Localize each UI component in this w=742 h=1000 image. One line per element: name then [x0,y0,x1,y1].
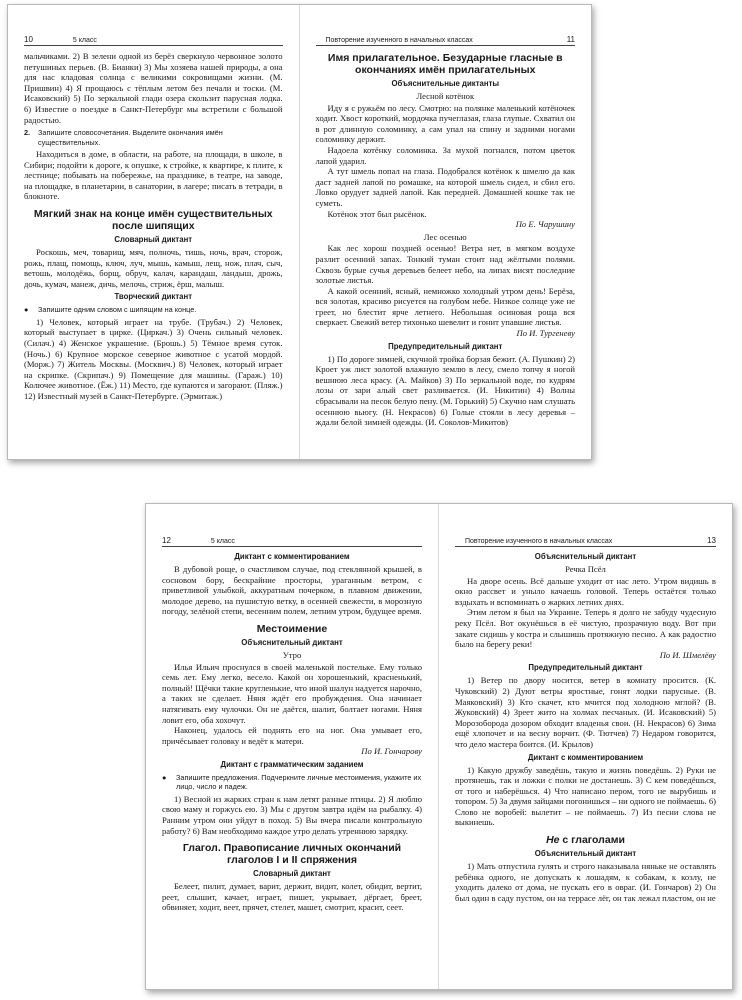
text-title: Лес осенью [423,231,467,242]
heading-emphasis: Не [546,834,560,847]
author-credit: По И. Тургеневу [516,328,575,339]
running-header: Повторение изученного в начальных классах [325,37,473,44]
paragraph: Как лес хорош поздней осенью! Ветра нет, в мягком воздухе разлит осенний запах. Тонкий туман стоит над жёлтыми полями. Сквозь бурые сучья деревьев белеет небо, на липах висят последние золотые листья. [315,243,575,286]
page-header [316,5,576,46]
task [162,773,422,792]
subsection-heading: Предупредительный диктант [388,341,503,351]
paragraph: 1) Весной из жарких стран к нам летят разные птицы. 2) Я люблю свою маму и горжусь ею. 3) Мы с другом завтра идём на рыбалку. 4) Ранним утром они уйдут в поход. 5) Вы вчера писали контрольную работу? 6) Вам необходимо каждое утро делать утреннюю зарядку. [162,793,422,836]
book-spread-pages-10-11 [7,4,592,460]
subsection-heading: Словарный диктант [253,869,331,879]
subsection-heading: Предупредительный диктант [528,663,643,673]
author-credit: По Е. Чарушину [515,219,575,230]
author-credit: По И. Гончарову [361,746,422,757]
running-header: Повторение изученного в начальных классах [465,538,613,545]
page-11 [300,5,592,459]
subsection-heading: Диктант с комментированием [527,752,644,762]
page-header [162,504,422,547]
text-title: Лесной котёнок [416,91,475,101]
section-heading [455,834,716,846]
paragraph: Иду я с ружьём по лесу. Смотрю: на полянке маленький котёночек ходит. Хвост короткий, мордочка пучеглазая, глаза глупые. Схватил он в рот длинную соломинку, а сам упал на спину и задними ногами соломинку держит. [315,102,575,145]
running-header: 5 класс [210,538,235,545]
paragraph: 1) Мать отпустила гулять и строго наказывала няньке не оставлять ребёнка одного, не допускать к лошадям, к собакам, к козлу, не уходить далеко от дома, не пускать его в овраг. (И. Гончаров) 2) Он был один в саду пустом, он на террасе лёг, он так лежал пластом, он не [455,861,716,903]
paragraph: А тут шмель попал на глаза. Подобрался котёнок к шмелю да как даст задней лапой по ромашке, на которой шмель сидел, и сбил его. Ловко орудует задней лапой. Как передней. Домашней кошке так не суметь. [315,166,575,208]
paragraph: Котёнок этот был рысёнок. [327,208,427,219]
paragraph: 1) Какую дружбу заведёшь, такую и жизнь поведёшь. 2) Руки не протянешь, так и ложки с полки не достанешь. 3) С кем поведёшься, от того и наберёшься. 4) Что написано пером, того не вырубишь и топором. 5) За двумя зайцами погонишься – ни одного не поймаешь. 6) Слово не воробей: вылетит – не поймаешь. 7) Из песни слова не выкинешь. [455,764,716,828]
task-text: Запишите предложения. Подчеркните личные местоимения, укажите их лицо, число и падеж. [176,772,422,792]
subsection-heading: Диктант с грамматическим заданием [220,759,364,769]
subsection-heading: Словарный диктант [114,234,193,244]
paragraph: Этим летом я был на Украине. Теперь я долго не забуду чудесную реку Псёл. Вот окунёшься в её чистую, прозрачную воду. Вот при закате сидишь у костра и слышишь протяжную песню. А как радостно было на берегу реки! [455,607,716,650]
page-number: 12 [162,536,171,545]
paragraph: А какой осенний, ясный, немножко холодный утром день! Берёза, вся золотая, красиво рисуется на голубом небе. Низкое солнце уже не греет, но блестит ярче летнего. Небольшая осиновая роща вся сверкает. Свежий ветер тихонько шевелит и гонит упавшие листья. [315,285,575,328]
subsection-heading: Объяснительные диктанты [391,79,500,88]
paragraph: Илья Ильич проснулся в своей маленькой постельке. Ему только семь лет. Ему легко, весело. Какой он хорошенький, красненький, полный! Щёчки такие кругленькие, что иной шалун надуется нарочно, а таких не сделает. Няня ждёт его пробуждения. Она начинает натягивать ему чулочки. Он не даётся, шалит, болтает ногами. Няня ловит его, оба хохочут. [162,661,422,725]
task-number: 2. [24,128,31,138]
page-13 [439,504,732,989]
bullet-icon: ● [24,305,29,315]
paragraph: Надоела котёнку соломинка. За мухой погнался, потом цветок лапой ударил. [315,144,575,166]
section-heading: Глагол. Правописание личных окончаний глаголов I и II спряжения [182,842,402,867]
page-header [455,504,716,547]
bullet-icon: ● [162,772,167,782]
subsection-heading: Диктант с комментированием [234,552,350,561]
paragraph: На дворе осень. Всё дальше уходит от нас лето. Утром видишь в окно рассвет и уныло качаешь головой. Теперь остаётся только вздыхать и вспоминать о жарких летних днях. [455,575,716,607]
task-text: Запишите одним словом с шипящим на конце. [38,305,197,315]
task [24,305,283,314]
paragraph: 1) Ветер по двору носится, ветер в комнату просится. (К. Чуковский) 2) Дуют ветры яростные, гонят лодки парусные. (В. Маяковский) 3) Кто скачет, кто мчится под холодною мглой? (В. Жуковский) 4) Зреет жито на холмах песчаных. (И. Исаковский) 5) Морозоборода дозором обходит владенья свои. (Н. Некрасов) 6) Зима ещё хлопочет и на весну ворчит. (Ф. Тютчев) 7) Недаром говорится, что дело мастера боится. (И. Крылов) [455,675,716,749]
running-header: 5 класс [72,37,97,44]
subsection-heading: Творческий диктант [114,292,193,302]
author-credit: По И. Шмелёву [659,649,716,660]
paragraph: 1) По дороге зимней, скучной тройка борзая бежит. (А. Пушкин) 2) Кроет уж лист золотой влажную землю в лесу, смело топчу я ногой вешнюю леса красу. (А. Майков) 3) По зеркальной воде, по кудрям лозы от зари алый свет разливается. (И. Никитин) 4) Волны сбрасывали на песок белую пену. (М. Горький) 5) Скучно нам слушать осеннюю вьюгу. (Н. Некрасов) 6) Голые стояли в лесу деревья – ждали белой зимней одежды. (И. Соколов-Микитов) [315,353,575,428]
paragraph: В дубовой роще, о счастливом случае, под стеклянной крышей, в сосновом бору, бескрайние просторы, ураганным ветром, с приветливой улыбкой, аккуратным почерком, в плавном движении, молодое дерево, на пушистую ветку, в осенней свежести, в морозную погоду, зелёной степи, весенним полем, летним утром, будущее время. [162,564,422,617]
text-title: Речка Псёл [565,564,606,574]
heading-rest: с глаголами [559,834,625,847]
task-text: Запишите словосочетания. Выделите окончания имён существительных. [38,128,223,147]
page-number: 11 [566,35,575,44]
subsection-heading: Объяснительный диктант [534,552,637,561]
paragraph: Наконец, удалось ей поднять его на ног. Она умывает его, причёсывает головку и ведёт к матери. [162,725,422,746]
subsection-heading: Объяснительный диктант [241,637,343,647]
paragraph: Роскошь, меч, товарищ, мяч, полночь, тишь, ночь, врач, сторож, рожь, плащ, помощь, ключ, луч, мышь, камыш, лещ, нож, плач, сыч, ветошь, молодёжь, борщ, обруч, калач, карандаш, ландыш, дрожь, дочь, кумач, манеж, дичь, мелочь, стриж, ёрш, малыш. [24,246,283,289]
section-heading: Местоимение [256,622,328,635]
section-heading: Имя прилагательное. Безударные гласные в окончаниях имён прилагательных [327,52,563,76]
page-number: 13 [707,536,716,545]
paragraph: Белеет, пилит, думает, варит, держит, видит, колет, обидит, вертит, реет, слышит, качает, играет, пишет, укрывает, дёргает, бреет, обвиняет, ходит, веет, прячет, стелет, машет, смотрит, красит, сеет. [162,881,422,913]
task [24,128,283,147]
paragraph: Находиться в доме, в области, на работе, на площади, в школе, в Сибири; подойти к дороге, к опушке, к стройке, к квартире, к плите, к лестнице; побывать на побережье, на празднике, в театре, на заводе, на площадке, в планетарии, в санатории, в лагере; писать в тетради, в блокноте. [24,148,283,202]
section-heading: Мягкий знак на конце имён существительных после шипящих [33,207,273,232]
page-10 [8,5,300,459]
paragraph: мальчиками. 2) В зелени одной из берёз сверкнуло червонное золото петушиных перьев. (В. Бианки) 3) Мы хозяева нашей природы, а она для нас кладовая солнца с великими сокровищами жизни. (М. Пришвин) 4) Я прощаюсь с тёплым летом без печали и тоски. (М. Исаковский) 5) По зеркальной глади озера скользит парусная лодка. 6) Известие о поездке в Санкт-Петербург мы встретили с большой радостью. [24,51,283,125]
page-12 [146,504,439,989]
book-spread-pages-12-13 [145,503,733,990]
subsection-heading: Объяснительный диктант [534,849,637,859]
text-title: Утро [282,649,302,660]
page-number: 10 [24,35,33,44]
page-header [24,5,283,46]
paragraph: 1) Человек, который играет на трубе. (Трубач.) 2) Человек, который выступает в цирке. (Циркач.) 3) Очень сильный человек. (Силач.) 4) Женское украшение. (Брошь.) 5) Тёмное время суток. (Ночь.) 6) Крупное морское северное животное с усатой мордой. (Морж.) 7) Житель Москвы. (Москвич.) 8) Человек, который играет на скрипке. (Скрипач.) 9) Помещение для машины. (Гараж.) 10) Колючее животное. (Ёж.) 11) Место, где купаются и загорают. (Пляж.) 12) Известный музей в Санкт-Петербурге. (Эрмитаж.) [24,316,283,401]
